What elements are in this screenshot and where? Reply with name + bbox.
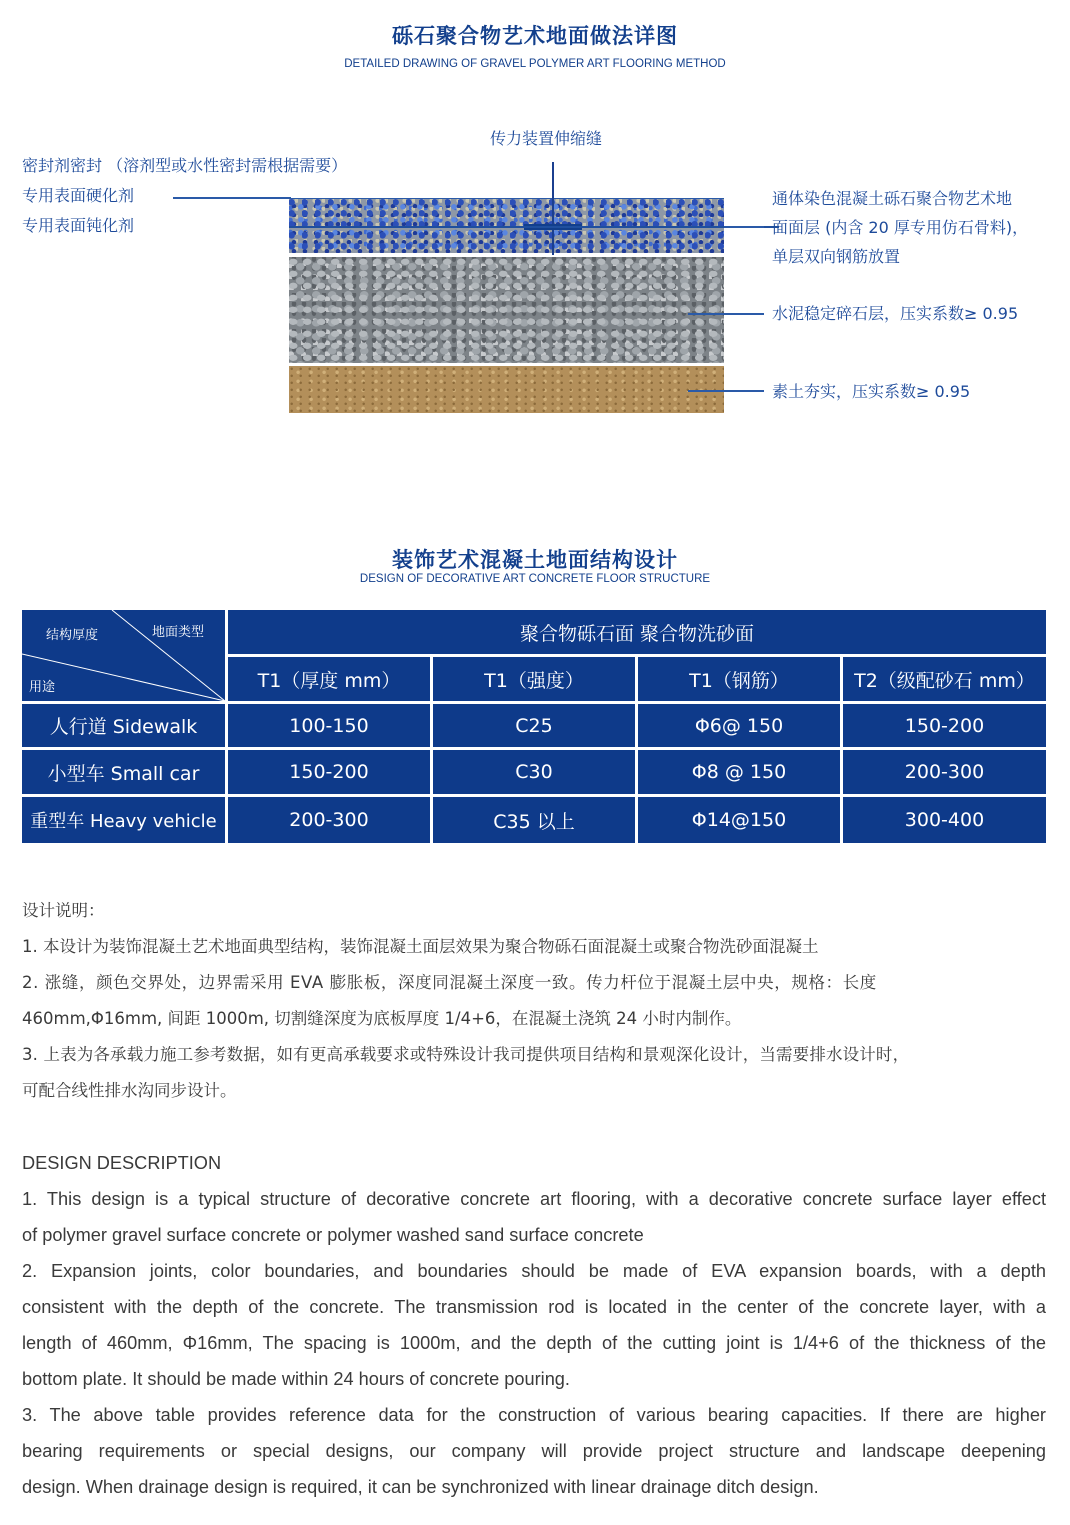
design-notes-cn (22, 893, 1046, 1109)
table-corner-cell (22, 610, 225, 701)
note-line: bottom plate. It should be made within 24 hours of concrete pouring. (22, 1369, 570, 1389)
rebar-line (289, 226, 779, 228)
table-cell: 300-400 (843, 797, 1046, 843)
label-hardener: 专用表面硬化剂 (22, 186, 135, 205)
table-cell: 200-300 (843, 750, 1046, 794)
leader-line-soil (688, 390, 764, 392)
table-cell: Φ8 @ 150 (638, 750, 840, 794)
corner-label-use: 用途 (29, 680, 56, 695)
note-line: consistent with the depth of the concrete. The transmission rod is located in the center of the concrete layer, with a (22, 1297, 1046, 1317)
row-header-use: 人行道 Sidewalk (22, 704, 225, 747)
note-line: bearing requirements or special designs, our company will provide project structure and landscape deepening (22, 1441, 1046, 1461)
corner-label-thickness: 结构厚度 (46, 628, 99, 643)
corner-label-floor-type: 地面类型 (152, 625, 205, 640)
note-line: 1. 本设计为装饰混凝土艺术地面典型结构，装饰混凝土面层效果为聚合物砾石面混凝土或聚合物洗砂面混凝土 (22, 937, 819, 956)
drawing-title-cn: 砾石聚合物艺术地面做法详图 (392, 24, 678, 48)
notes-heading-cn: 设计说明： (22, 901, 105, 920)
column-header: T2（级配砂石 mm） (843, 657, 1046, 701)
table-cell: Φ14@150 (638, 797, 840, 843)
label-sealant: 密封剂密封 （溶剂型或水性密封需根据需要） (22, 156, 348, 175)
layer-separator (289, 253, 724, 257)
label-expansion-joint: 传力装置伸缩缝 (490, 129, 603, 148)
layer-separator (289, 363, 724, 366)
table-cell: 150-200 (843, 704, 1046, 747)
table-cell: C35 以上 (433, 797, 635, 843)
layer-compacted-soil (289, 366, 724, 413)
table-cell: Φ6@ 150 (638, 704, 840, 747)
leader-line-surface (724, 226, 764, 228)
table-cell: 100-150 (228, 704, 430, 747)
label-base-layer: 水泥稳定碎石层，压实系数≥ 0.95 (772, 304, 1019, 323)
column-header: T1（钢筋） (638, 657, 840, 701)
row-header-use: 重型车 Heavy vehicle (22, 797, 225, 843)
leader-line-base (688, 313, 764, 315)
label-surface-line1: 通体染色混凝土砾石聚合物艺术地 (772, 189, 1013, 208)
column-header: T1（厚度 mm） (228, 657, 430, 701)
label-surface-line3: 单层双向钢筋放置 (772, 247, 901, 266)
note-line: 可配合线性排水沟同步设计。 (22, 1081, 237, 1100)
structure-table (22, 610, 1046, 843)
note-line: 2. Expansion joints, color boundaries, and boundaries should be made of EVA expansion boards, with a depth (22, 1261, 1046, 1281)
note-line: 460mm,Φ16mm, 间距 1000m, 切割缝深度为底板厚度 1/4+6，在混凝土浇筑 24 小时内制作。 (22, 1009, 742, 1028)
expansion-joint-line (552, 162, 554, 255)
table-cell: 150-200 (228, 750, 430, 794)
note-line: 3. The above table provides reference data for the construction of various bearing capacities. If there are higher (22, 1405, 1046, 1425)
table-title-cn: 装饰艺术混凝土地面结构设计 (392, 548, 678, 572)
table-group-header: 聚合物砾石面 聚合物洗砂面 (228, 610, 1046, 654)
design-notes-en (22, 1145, 1046, 1505)
drawing-title-en: DETAILED DRAWING OF GRAVEL POLYMER ART FLOORING METHOD (344, 58, 726, 70)
table-title-en: DESIGN OF DECORATIVE ART CONCRETE FLOOR STRUCTURE (359, 573, 711, 585)
label-soil-layer: 素土夯实，压实系数≥ 0.95 (772, 382, 971, 401)
note-line: 3. 上表为各承载力施工参考数据，如有更高承载要求或特殊设计我司提供项目结构和景观深化设计，当需要排水设计时， (22, 1045, 910, 1064)
notes-heading-en: DESIGN DESCRIPTION (22, 1153, 222, 1173)
layer-cement-stabilized-gravel (289, 257, 724, 363)
table-cell: C25 (433, 704, 635, 747)
note-line: of polymer gravel surface concrete or polymer washed sand surface concrete (22, 1225, 644, 1245)
label-surface-line2: 面面层 (内含 20 厚专用仿石骨料)， (772, 218, 1029, 237)
note-line: 2. 涨缝，颜色交界处，边界需采用 EVA 膨胀板，深度同混凝土深度一致。传力杆位于混凝土层中央，规格：长度 (22, 973, 877, 992)
note-line: design. When drainage design is required, it can be synchronized with linear drainage ditch design. (22, 1477, 819, 1497)
column-header: T1（强度） (433, 657, 635, 701)
label-passivator: 专用表面钝化剂 (22, 216, 135, 235)
row-header-use: 小型车 Small car (22, 750, 225, 794)
table-cell: C30 (433, 750, 635, 794)
leader-line-left (173, 197, 291, 199)
note-line: length of 460mm, Φ16mm, The spacing is 1000m, and the depth of the cutting joint is 1/4+6 of the thickness of the (22, 1333, 1046, 1353)
note-line: 1. This design is a typical structure of decorative concrete art flooring, with a decorative concrete surface layer effect (22, 1189, 1046, 1209)
table-cell: 200-300 (228, 797, 430, 843)
